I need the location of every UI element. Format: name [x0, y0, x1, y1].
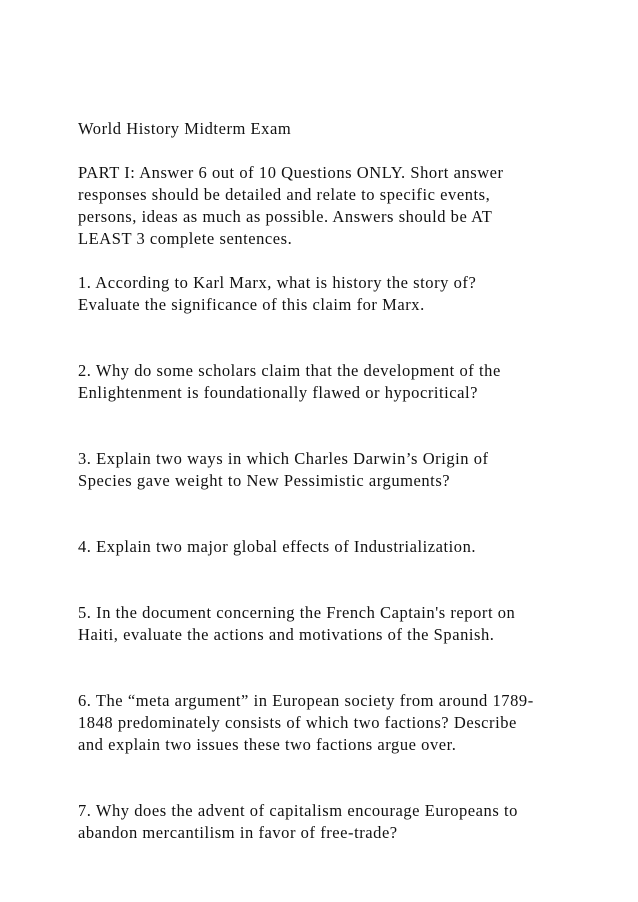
question-6: [78, 690, 618, 756]
instructions-line: responses should be detailed and relate to specific events,: [78, 185, 491, 204]
question-4: [78, 536, 618, 558]
instructions-line: LEAST 3 complete sentences.: [78, 229, 293, 248]
instructions-paragraph: [78, 162, 618, 250]
question-7: [78, 800, 618, 844]
question-5: [78, 602, 618, 646]
question-3: [78, 448, 618, 492]
question-1: [78, 272, 618, 316]
question-line: 1848 predominately consists of which two factions? Describe: [78, 713, 517, 732]
question-line: 1. According to Karl Marx, what is history the story of?: [78, 273, 477, 292]
question-line: 4. Explain two major global effects of Industrialization.: [78, 537, 477, 556]
question-line: 6. The “meta argument” in European society from around 1789-: [78, 691, 534, 710]
question-line: Haiti, evaluate the actions and motivations of the Spanish.: [78, 625, 495, 644]
question-line: Evaluate the significance of this claim for Marx.: [78, 295, 425, 314]
question-line: 5. In the document concerning the French Captain's report on: [78, 603, 516, 622]
question-line: abandon mercantilism in favor of free-trade?: [78, 823, 398, 842]
question-line: and explain two issues these two factions argue over.: [78, 735, 457, 754]
question-line: 3. Explain two ways in which Charles Darwin’s Origin of: [78, 449, 489, 468]
instructions-line: persons, ideas as much as possible. Answers should be AT: [78, 207, 493, 226]
question-line: Species gave weight to New Pessimistic arguments?: [78, 471, 451, 490]
question-line: 2. Why do some scholars claim that the development of the: [78, 361, 501, 380]
document-body: [78, 118, 618, 844]
question-2: [78, 360, 618, 404]
instructions-line: PART I: Answer 6 out of 10 Questions ONLY. Short answer: [78, 163, 504, 182]
question-line: 7. Why does the advent of capitalism encourage Europeans to: [78, 801, 518, 820]
exam-title: World History Midterm Exam: [78, 119, 292, 138]
question-line: Enlightenment is foundationally flawed or hypocritical?: [78, 383, 479, 402]
